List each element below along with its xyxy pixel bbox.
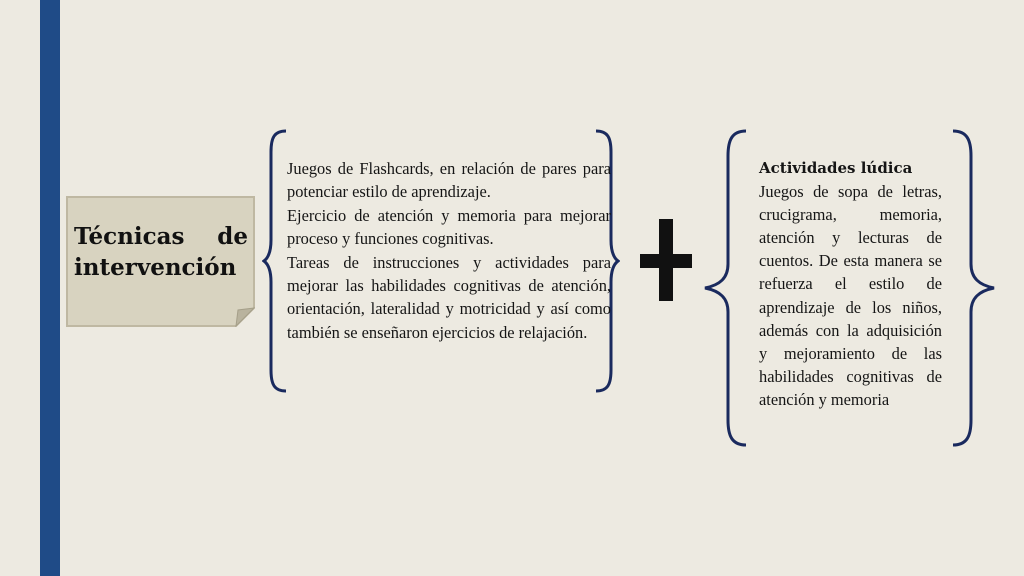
middle-paragraph-3: Tareas de instrucciones y actividades para mejorar las habilidades cognitivas de atención, orientación, lateralidad y motricidad y así como también se enseñaron ejercicios de relajación. xyxy=(287,252,611,342)
right-body: Juegos de sopa de letras, crucigrama, memoria, atención y lecturas de cuentos. De esta manera se refuerza el estilo de aprendizaje de los niños, además con la adquisición y mejoramiento de las habilidades cognitivas de atención y memoria xyxy=(759,182,942,409)
right-brace-right xyxy=(951,128,997,448)
left-accent-bar xyxy=(40,0,60,576)
middle-paragraph-1: Juegos de Flashcards, en relación de pares para potenciar estilo de aprendizaje. xyxy=(287,159,611,202)
note-title-line2: intervención xyxy=(74,254,237,281)
middle-text-block xyxy=(287,157,611,344)
right-text-block xyxy=(759,157,942,411)
right-heading: Actividades lúdica xyxy=(759,159,913,177)
left-brace-right xyxy=(702,128,748,448)
sticky-note xyxy=(66,196,255,327)
plus-icon xyxy=(640,219,692,301)
left-brace-middle xyxy=(262,128,288,394)
note-title xyxy=(74,221,248,283)
middle-paragraph-2: Ejercicio de atención y memoria para mejorar proceso y funciones cognitivas. xyxy=(287,205,611,249)
note-title-line1: Técnicas de xyxy=(74,223,248,250)
